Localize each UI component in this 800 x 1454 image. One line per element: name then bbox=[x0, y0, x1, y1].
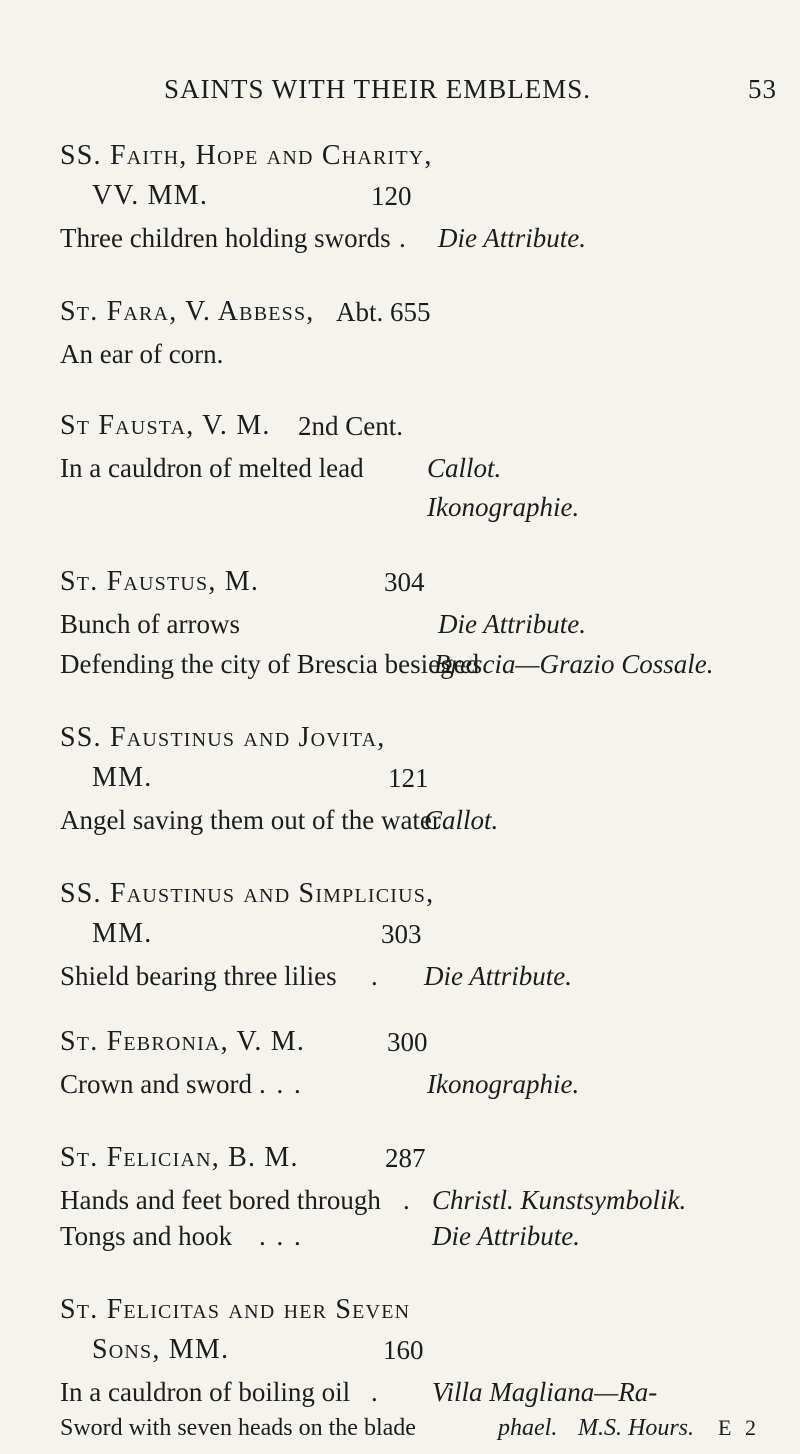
emblem-source-cont: Ikonographie. bbox=[427, 492, 580, 522]
entry-name-cont: MM. bbox=[92, 762, 153, 793]
entry-name: SS. Faustinus and Jovita, bbox=[60, 722, 386, 753]
entry-name-cont: VV. MM. bbox=[92, 180, 209, 211]
entry-date: 304 bbox=[384, 567, 425, 597]
emblem-source: Die Attribute. bbox=[438, 609, 586, 639]
entry-date: Abt. 655 bbox=[336, 297, 431, 327]
entry-name: SS. Faustinus and Simplicius, bbox=[60, 878, 435, 909]
emblem-source: Brescia—Grazio Cossale. bbox=[434, 649, 714, 679]
entry-name-cont: Sons, MM. bbox=[92, 1334, 230, 1365]
entry-name: St. Felician, B. M. bbox=[60, 1142, 299, 1173]
emblem-text: Bunch of arrows bbox=[60, 609, 240, 639]
leader-dots: . bbox=[399, 223, 408, 253]
leader-dots: . . . bbox=[259, 1221, 303, 1251]
emblem-source: Villa Magliana—Ra- bbox=[432, 1377, 658, 1407]
entry-date: 300 bbox=[387, 1027, 428, 1057]
leader-dots: . bbox=[371, 961, 380, 991]
entry-date: 121 bbox=[388, 763, 429, 793]
emblem-text: Tongs and hook bbox=[60, 1221, 233, 1251]
signature-mark: E 2 bbox=[718, 1415, 760, 1440]
leader-dots: . bbox=[371, 1377, 380, 1407]
emblem-text: Hands and feet bored through bbox=[60, 1185, 381, 1215]
entry-name: St Fausta, V. M. bbox=[60, 410, 271, 441]
entry-date: 160 bbox=[383, 1335, 424, 1365]
emblem-source: Callot. bbox=[424, 805, 499, 835]
emblem-text: Defending the city of Brescia besieged bbox=[60, 649, 480, 679]
entry-name: St. Fara, V. Abbess, bbox=[60, 296, 315, 327]
entry-date: 303 bbox=[381, 919, 422, 949]
emblem-text: In a cauldron of melted lead bbox=[60, 453, 364, 483]
emblem-source: M.S. Hours. bbox=[578, 1415, 695, 1441]
emblem-text: Sword with seven heads on the blade bbox=[60, 1415, 416, 1441]
entry-name: SS. Faith, Hope and Charity, bbox=[60, 140, 433, 171]
emblem-source: Die Attribute. bbox=[432, 1221, 580, 1251]
emblem-source: Ikonographie. bbox=[427, 1069, 580, 1099]
emblem-text: An ear of corn. bbox=[60, 339, 224, 369]
emblem-text: In a cauldron of boiling oil bbox=[60, 1377, 351, 1407]
emblem-text: Three children holding swords bbox=[60, 223, 391, 253]
emblem-source-cont: phael. bbox=[498, 1415, 558, 1441]
emblem-text: Crown and sword bbox=[60, 1069, 252, 1099]
emblem-source: Die Attribute. bbox=[438, 223, 586, 253]
emblem-source: Christl. Kunstsymbolik. bbox=[432, 1185, 687, 1215]
entry-date: 2nd Cent. bbox=[298, 411, 403, 441]
entry-name: St. Faustus, M. bbox=[60, 566, 260, 597]
emblem-source: Die Attribute. bbox=[424, 961, 572, 991]
emblem-text: Shield bearing three lilies bbox=[60, 961, 337, 991]
page-number: 53 bbox=[748, 74, 777, 104]
entry-name: St. Felicitas and her Seven bbox=[60, 1294, 411, 1325]
entry-date: 120 bbox=[371, 181, 412, 211]
leader-dots: . bbox=[403, 1185, 412, 1215]
emblem-source: Callot. bbox=[427, 453, 502, 483]
entry-name: St. Febronia, V. M. bbox=[60, 1026, 306, 1057]
running-head: SAINTS WITH THEIR EMBLEMS. bbox=[164, 74, 592, 104]
entry-date: 287 bbox=[385, 1143, 426, 1173]
emblem-text: Angel saving them out of the water bbox=[60, 805, 441, 835]
entry-name-cont: MM. bbox=[92, 918, 153, 949]
leader-dots: . . . bbox=[259, 1069, 303, 1099]
